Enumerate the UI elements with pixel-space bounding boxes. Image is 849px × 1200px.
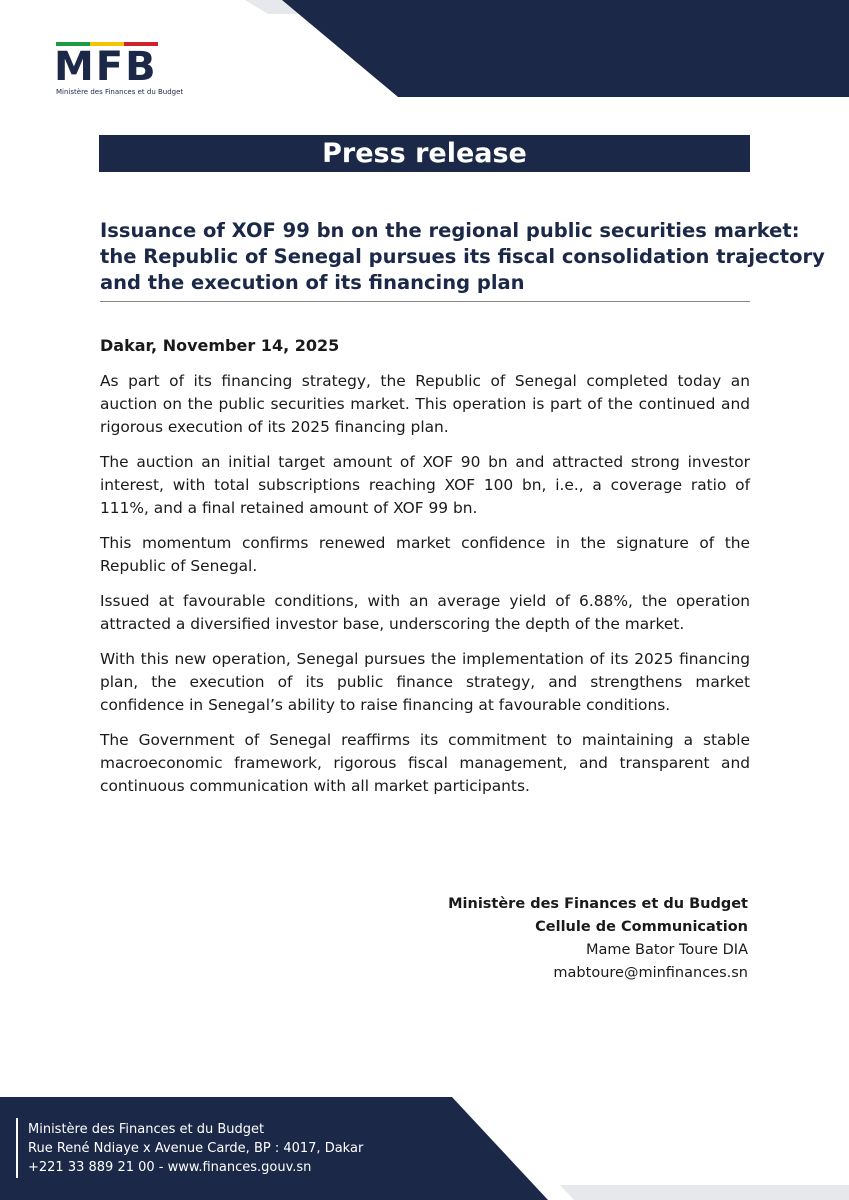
header-navy-shape <box>282 0 849 97</box>
headline-line: Issuance of XOF 99 bn on the regional public securities market: <box>100 219 800 242</box>
headline-divider <box>100 301 750 302</box>
press-release-banner: Press release <box>99 135 750 172</box>
footer-light-shape <box>560 1185 849 1200</box>
body-text <box>100 370 750 810</box>
footer-contact <box>28 1120 363 1177</box>
paragraph: Issued at favourable conditions, with an average yield of 6.88%, the operation attracted a diversified investor base, underscoring the depth of the market. <box>100 592 750 633</box>
paragraph: The auction an initial target amount of XOF 90 bn and attracted strong investor interest, with total subscriptions reaching XOF 100 bn, i.e., a coverage ratio of 111%, and a final retained amount of XOF 99 bn. <box>100 453 750 517</box>
headline-line: and the execution of its financing plan <box>100 271 525 294</box>
paragraph: As part of its financing strategy, the Republic of Senegal completed today an auction on the public securities market. This operation is part of the continued and rigorous execution of its 2025 financing plan. <box>100 372 750 436</box>
footer-accent-bar <box>16 1118 18 1178</box>
signature-ministry: Ministère des Finances et du Budget <box>448 896 748 912</box>
headline <box>100 218 825 296</box>
headline-line: the Republic of Senegal pursues its fiscal consolidation trajectory <box>100 245 825 268</box>
footer-address: Rue René Ndiaye x Avenue Carde, BP : 4017, Dakar <box>28 1141 364 1156</box>
paragraph: The Government of Senegal reaffirms its commitment to maintaining a stable macroeconomic framework, rigorous fiscal management, and transparent and continuous communication with all market participants. <box>100 731 750 795</box>
signature-block <box>448 893 748 985</box>
footer-ministry: Ministère des Finances et du Budget <box>28 1122 265 1137</box>
logo-subtitle: Ministère des Finances et du Budget <box>56 88 184 96</box>
signature-name: Mame Bator Toure DIA <box>586 942 748 958</box>
dateline: Dakar, November 14, 2025 <box>100 336 340 355</box>
signature-unit: Cellule de Communication <box>535 919 748 935</box>
footer-phone-website[interactable]: +221 33 889 21 00 - www.finances.gouv.sn <box>28 1160 312 1175</box>
paragraph: This momentum confirms renewed market confidence in the signature of the Republic of Senegal. <box>100 534 750 575</box>
paragraph: With this new operation, Senegal pursues the implementation of its 2025 financing plan, the execution of its public finance strategy, and strengthens market confidence in Senegal’s ability to raise financing at favourable conditions. <box>100 650 750 714</box>
signature-email[interactable]: mabtoure@minfinances.sn <box>553 965 748 981</box>
logo-letters: MFB <box>54 44 158 90</box>
